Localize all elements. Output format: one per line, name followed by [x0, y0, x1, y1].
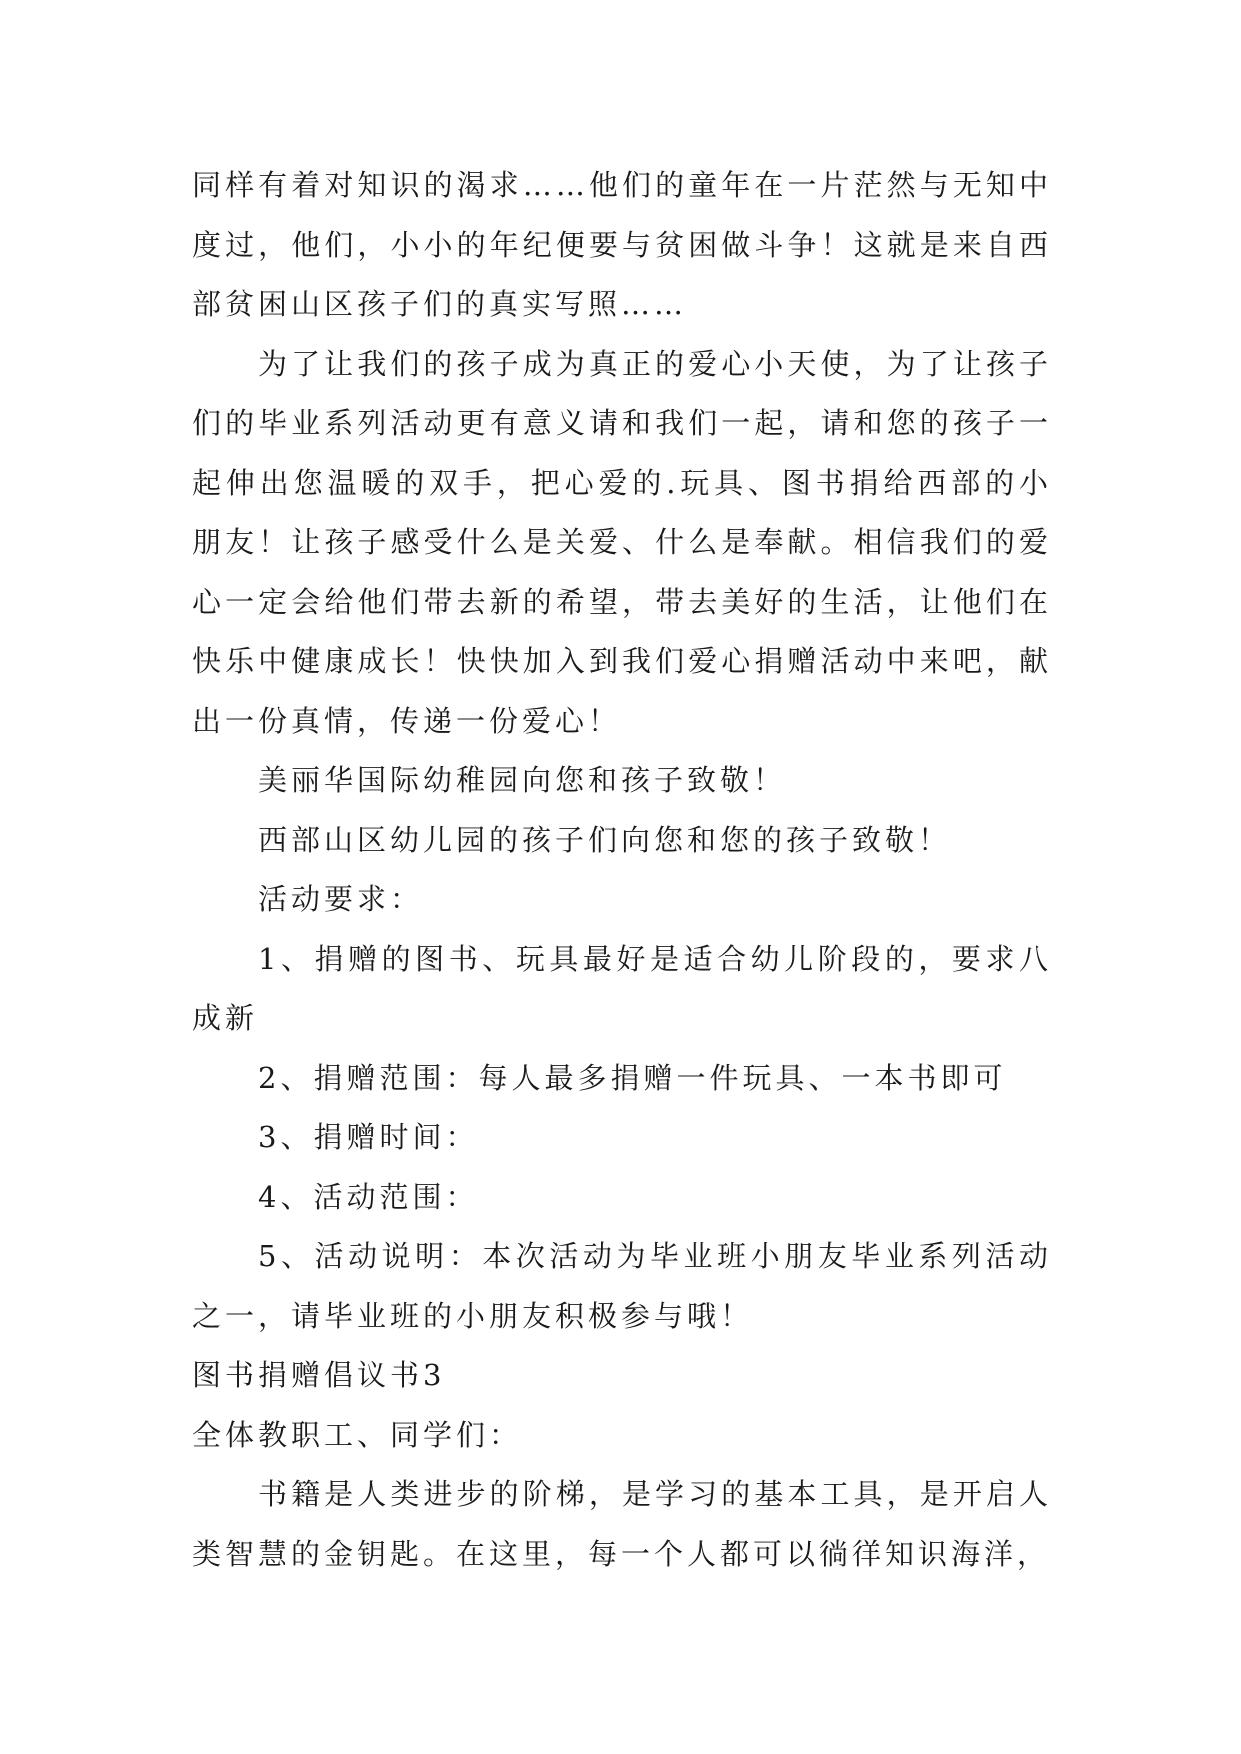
section-heading: 图书捐赠倡议书3: [192, 1358, 446, 1392]
salutation: 全体教职工、同学们：: [192, 1417, 523, 1452]
paragraph-6: 1、捐赠的图书、玩具最好是适合幼儿阶段的，要求八成新: [192, 941, 1052, 1035]
document-body: [192, 156, 1052, 1584]
paragraph-8: 3、捐赠时间：: [258, 1120, 479, 1154]
paragraph-13: 书籍是人类进步的阶梯，是学习的基本工具，是开启人类智慧的金钥匙。在这里，每一个人都可以徜徉知识海洋，: [192, 1477, 1052, 1571]
paragraph-3: 美丽华国际幼稚园向您和孩子致敬！: [258, 763, 787, 797]
paragraph-1: 同样有着对知识的渴求……他们的童年在一片茫然与无知中度过，他们，小小的年纪便要与贫困做斗争！这就是来自西部贫困山区孩子们的真实写照……: [192, 168, 1052, 321]
paragraph-10: 5、活动说明：本次活动为毕业班小朋友毕业系列活动之一，请毕业班的小朋友积极参与哦！: [192, 1239, 1052, 1333]
paragraph-7: 2、捐赠范围：每人最多捐赠一件玩具、一本书即可: [258, 1060, 1007, 1095]
paragraph-4: 西部山区幼儿园的孩子们向您和您的孩子致敬！: [258, 822, 952, 857]
paragraph-2: 为了让我们的孩子成为真正的爱心小天使，为了让孩子们的毕业系列活动更有意义请和我们一起，请和您的孩子一起伸出您温暖的双手，把心爱的.玩具、图书捐给西部的小朋友！让孩子感受什么是关爱、什么是奉献。相信我们的爱心一定会给他们带去新的希望，带去美好的生活，让他们在快乐中健康成长！快快加入到我们爱心捐赠活动中来吧，献出一份真情，传递一份爱心！: [192, 346, 1052, 738]
paragraph-5: 活动要求：: [258, 882, 424, 916]
paragraph-9: 4、活动范围：: [258, 1179, 479, 1214]
